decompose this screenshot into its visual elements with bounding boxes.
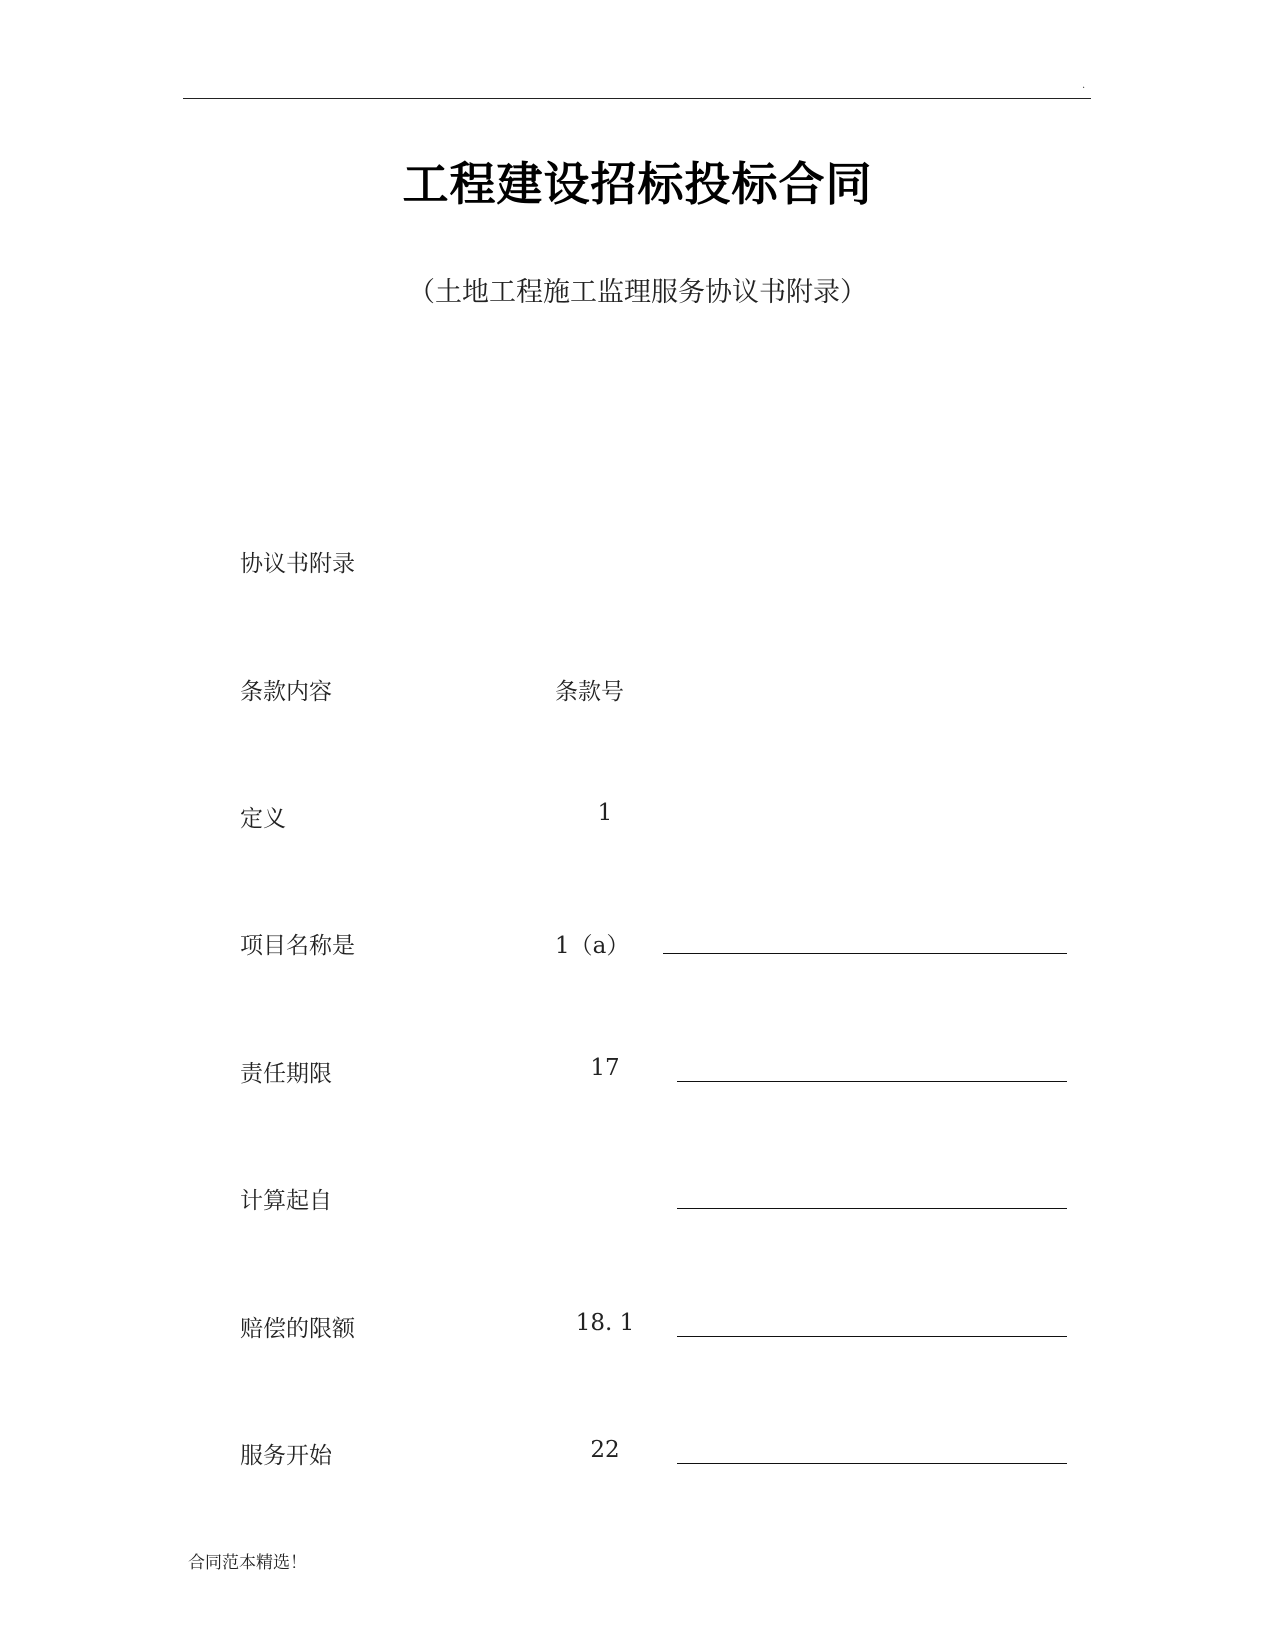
header-rule [183,98,1091,99]
table-row [0,927,1275,967]
row-label: 服务开始 [240,1443,332,1469]
row-label: 计算起自 [240,1188,332,1214]
fill-in-blank-line[interactable] [677,1081,1067,1082]
row-label: 赔偿的限额 [240,1316,355,1342]
row-clause-number: 1（a） [555,933,630,959]
fill-in-blank-line[interactable] [677,1336,1067,1337]
table-row [0,1310,1275,1350]
fill-in-blank-line[interactable] [677,1208,1067,1209]
table-row [0,1182,1275,1222]
row-clause-number: 17 [590,1055,620,1081]
header-dot: . [1082,80,1086,91]
fill-in-blank-line[interactable] [663,953,1067,954]
table-row [0,800,1275,840]
row-clause-number: 1 [597,800,613,826]
column-header-content: 条款内容 [240,679,332,705]
fill-in-blank-line[interactable] [677,1463,1067,1464]
table-row [0,1437,1275,1477]
row-clause-number: 22 [590,1437,620,1463]
document-title: 工程建设招标投标合同 [402,157,873,211]
row-label: 定义 [240,806,286,832]
table-header-row [0,673,1275,713]
row-clause-number: 18. 1 [575,1310,635,1336]
section-label: 协议书附录 [240,551,355,577]
column-header-clause: 条款号 [555,679,624,705]
footer-note: 合同范本精选！ [188,1553,307,1573]
document-subtitle: （土地工程施工监理服务协议书附录） [408,277,867,308]
row-label: 项目名称是 [240,933,355,959]
row-label: 责任期限 [240,1061,332,1087]
table-row [0,1055,1275,1095]
